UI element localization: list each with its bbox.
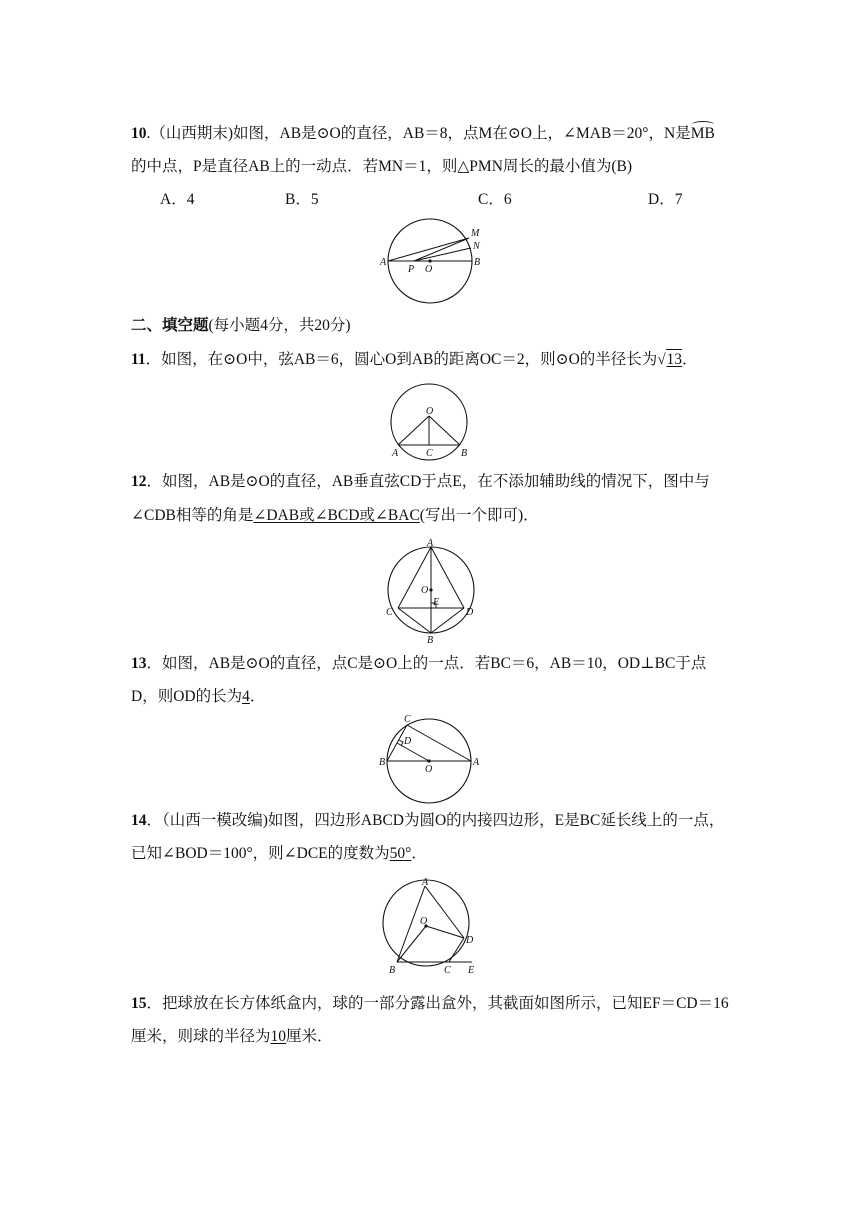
q10-option-b: B．5 [285, 191, 319, 208]
q10-option-a: A．4 [160, 191, 195, 208]
q10-label-n: N [473, 241, 480, 252]
q11-label-a: A [392, 448, 399, 459]
q13-label-c: C [404, 714, 411, 725]
q11-answer: 13 [666, 351, 683, 368]
q15-number: 15 [131, 995, 147, 1012]
q12-label-o: O [421, 585, 429, 596]
q11-end: ． [682, 351, 698, 368]
q10-label-p: P [408, 264, 415, 275]
q13-label-d: D [404, 736, 412, 747]
q13-segment-od [397, 743, 429, 761]
q14-label-e: E [468, 965, 475, 976]
q13-label-o: O [425, 764, 433, 775]
q14-label-b: B [389, 965, 396, 976]
q14-side-dc [449, 938, 464, 962]
q12-label-b: B [427, 635, 434, 646]
q14-line-1 [131, 811, 724, 831]
q11-label-c: C [426, 448, 433, 459]
q11-label-b: B [461, 448, 468, 459]
q13-number: 13 [131, 655, 147, 672]
section2-note: (每小题4分，共20分) [208, 317, 351, 334]
q13-label-a: A [473, 757, 480, 768]
q13-center-dot [427, 759, 430, 762]
q13-right-angle-mark [399, 740, 403, 746]
q11-text: ．如图，在⊙O中，弦AB＝6，圆心O到AB的距离OC＝2，则⊙O的半径长为 [145, 351, 658, 368]
q12-segment-ac [398, 547, 431, 608]
q12-text-a: ．如图，AB是⊙O的直径，AB垂直弦CD于点E，在不添加辅助线的情况下，图中与 [146, 473, 710, 490]
q10-segment-pm [414, 238, 469, 261]
q13-label-b: B [379, 757, 386, 768]
q10-number: 10 [131, 125, 147, 142]
q12-center-dot [429, 588, 432, 591]
q14-end: ． [411, 845, 427, 862]
q13-line-2 [131, 687, 265, 707]
q14-line-2 [131, 844, 427, 864]
q13-text-b: D，则OD的长为 [131, 688, 243, 705]
q10-option-c: C．6 [478, 191, 512, 208]
q10-figure [375, 214, 495, 304]
q10-label-o: O [425, 264, 433, 275]
q14-answer: 50° [389, 845, 412, 862]
q12-number: 12 [131, 473, 147, 490]
q12-label-d: D [466, 607, 474, 618]
q13-segment-ca [407, 725, 471, 761]
q14-text-a: ．（山西一模改编)如图，四边形ABCD为圆O的内接四边形，E是BC延长线上的一点， [146, 812, 725, 829]
q13-answer: 4 [242, 688, 250, 705]
q10-label-a: A [380, 257, 387, 268]
q10-text-b: 的中点，P是直径AB上的一动点．若MN＝1，则△PMN周长的最小值为(B) [131, 158, 633, 175]
q14-figure [379, 876, 489, 976]
q11-line-1 [131, 349, 698, 370]
q12-label-e: E [433, 597, 440, 608]
q13-figure [377, 714, 487, 778]
q11-segment-ob [429, 416, 460, 445]
q11-segment-oa [398, 416, 429, 445]
q15-text-b: 厘米，则球的半径为 [131, 1028, 271, 1045]
q10-text-a: .（山西期末)如图，AB是⊙O的直径，AB＝8，点M在⊙O上，∠MAB＝20°，N是 [146, 125, 691, 142]
q14-label-d: D [466, 935, 474, 946]
q15-end: 厘米． [286, 1028, 333, 1045]
q11-figure [381, 382, 481, 462]
q12-line-1 [131, 472, 710, 492]
q12-answer: ∠DAB或∠BCD或∠BAC [253, 507, 420, 524]
q11-number: 11 [131, 351, 146, 368]
q13-line-1 [131, 654, 706, 674]
q10-label-b: B [474, 257, 481, 268]
q10-segment-pn [414, 248, 471, 261]
q12-end: (写出一个即可)． [419, 507, 539, 524]
q12-text-b: ∠CDB相等的角是 [131, 507, 254, 524]
q12-label-c: C [386, 607, 393, 618]
q12-label-a: A [427, 538, 434, 549]
q11-label-o: O [426, 406, 434, 417]
q13-text-a: ．如图，AB是⊙O的直径，点C是⊙O上的一点．若BC＝6，AB＝10，OD⊥BC于点 [146, 655, 707, 672]
q15-line-2 [131, 1027, 333, 1047]
q13-end: ． [249, 688, 266, 705]
q14-text-b: 已知∠BOD＝100°，则∠DCE的度数为 [131, 845, 390, 862]
q12-figure [378, 536, 488, 646]
q14-segment-od [426, 926, 464, 938]
q10-arc-mb: MB [690, 125, 715, 142]
q10-line-1 [131, 124, 715, 144]
q14-label-c: C [444, 965, 451, 976]
q10-option-d: D．7 [648, 191, 683, 208]
q14-label-o: O [420, 916, 428, 927]
q15-answer: 10 [270, 1028, 287, 1045]
q10-center-dot [428, 259, 431, 262]
q10-label-m: M [471, 228, 480, 239]
section2-title: 二、填空题 [131, 317, 209, 334]
q15-line-1 [131, 994, 729, 1014]
q11-radical-sign: √ [657, 352, 666, 368]
q14-number: 14 [131, 812, 147, 829]
q14-label-a: A [422, 877, 429, 888]
q12-line-2 [131, 506, 539, 526]
q15-text-a: ．把球放在长方体纸盒内，球的一部分露出盒外，其截面如图所示，已知EF＝CD＝16 [146, 995, 729, 1012]
section2-heading [131, 316, 351, 336]
q10-line-2 [131, 157, 632, 177]
q14-segment-ob [397, 926, 426, 962]
